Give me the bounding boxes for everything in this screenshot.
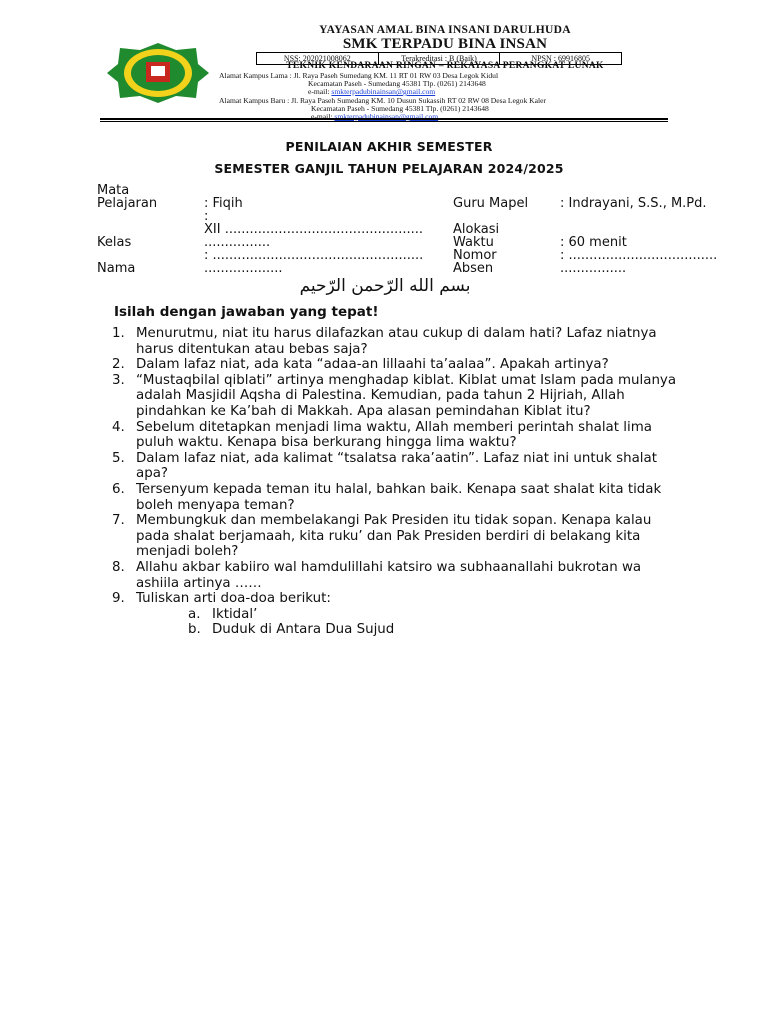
letterhead-divider: [100, 118, 668, 120]
question-text: Sebelum ditetapkan menjadi lima waktu, Allah memberi perintah shalat lima puluh waktu. Kenapa bisa berkurang hingga lima waktu?: [136, 419, 652, 451]
logo-gear: [151, 66, 165, 76]
question-text: Dalam lafaz niat, ada kata “adaa-an lillaahi ta’aalaa”. Apakah artinya?: [136, 357, 609, 373]
duration-value: : 60 menit: [560, 235, 627, 250]
sub-question-list: [136, 607, 686, 638]
npsn-number: NPSN : 69916805: [499, 53, 621, 64]
exam-subtitle: SEMESTER GANJIL TAHUN PELAJARAN 2024/2025: [214, 161, 564, 176]
question-number: 4.: [112, 419, 125, 435]
question-text: “Mustaqbilal qiblati” artinya menghadap kiblat. Kiblat umat Islam pada mulanya adalah Masjidil Aqsha di Palestina. Kemudian, pada tahun 2 Hijriah, Allah pindahkan ke Ka’bah di Makkah. Apa alasan pemindahan Kiblat itu?: [136, 372, 677, 419]
name-colon-line: : ...................................................: [204, 248, 424, 263]
class-colon: :: [204, 209, 209, 224]
school-logo-icon: [106, 42, 210, 104]
basmala: بسم الله الرّحمن الرّحيم: [299, 276, 471, 296]
question-number: 9.: [112, 591, 125, 607]
email-label: e-mail:: [308, 87, 332, 96]
class-value: XII ................................................: [204, 222, 424, 237]
absen-dots: ................: [560, 261, 627, 276]
question-text: Dalam lafaz niat, ada kalimat “tsalatsa raka’aatin”. Lafaz niat ini untuk shalat apa?: [136, 450, 657, 482]
old-campus-email-line: [308, 87, 435, 96]
question-number: 2.: [112, 357, 125, 373]
subject-label-line2: Pelajaran: [97, 196, 158, 211]
subject-value: : Fiqih: [204, 196, 243, 211]
new-campus-address: Alamat Kampus Baru : Jl. Raya Paseh Sumedang KM. 10 Dusun Sukassih RT 02 RW 08 Desa Legok Kaler: [219, 96, 547, 105]
question-item: [106, 357, 686, 373]
absen-colon-line: : ....................................: [560, 248, 718, 263]
programs: TEKNIK KENDARAAN RINGAN – REKAYASA PERANGKAT LUNAK: [286, 61, 604, 71]
letterhead-divider-thin: [100, 121, 668, 122]
duration-label-line1: Alokasi: [453, 222, 500, 237]
nss-number: NSS: 202021008062: [283, 54, 351, 63]
new-campus-city: Kecamatan Paseh - Sumedang 45381 Tlp. (0261) 2143648: [311, 104, 489, 113]
sub-question-letter: b.: [188, 622, 201, 638]
teacher-value: : Indrayani, S.S., M.Pd.: [560, 196, 707, 211]
question-number: 1.: [112, 326, 125, 341]
question-text: Menurutmu, niat itu harus dilafazkan atau cukup di dalam hati? Lafaz niatnya harus ditentukan atau bebas saja?: [136, 326, 657, 357]
name-dots: ...................: [204, 261, 283, 276]
exam-title: PENILAIAN AKHIR SEMESTER: [285, 139, 493, 154]
question-item: [106, 373, 686, 420]
duration-label-line2: Waktu: [453, 235, 494, 250]
question-item: [106, 560, 686, 591]
question-item: [106, 451, 686, 482]
old-campus-email-link[interactable]: smkterpadubinainsan@gmail.com: [331, 87, 436, 96]
question-text: Membungkuk dan membelakangi Pak Presiden itu tidak sopan. Kenapa kalau pada shalat berjamaah, kita ruku’ dan Pak Presiden berdiri di belakang kita menjadi boleh?: [136, 513, 652, 560]
teacher-label: Guru Mapel: [453, 196, 529, 211]
new-campus-email-link[interactable]: smkterpadubinainsan@gmail.com: [334, 112, 439, 121]
old-campus-city: Kecamatan Paseh - Sumedang 45381 Tlp. (0261) 2143648: [308, 79, 486, 88]
foundation-name: YAYASAN AMAL BINA INSANI DARULHUDA: [319, 24, 571, 36]
absen-label-line1: Nomor: [453, 248, 497, 263]
email-label: e-mail:: [311, 112, 335, 121]
question-list: [106, 326, 686, 638]
school-name: SMK TERPADU BINA INSAN: [342, 36, 548, 52]
question-number: 5.: [112, 450, 125, 466]
absen-label-line2: Absen: [453, 261, 494, 276]
question-item: [106, 420, 686, 451]
question-item: [106, 482, 686, 513]
old-campus-address: Alamat Kampus Lama : Jl. Raya Paseh Sumedang KM. 11 RT 01 RW 03 Desa Legok Kidul: [219, 71, 499, 80]
sub-question-text: Duduk di Antara Dua Sujud: [212, 622, 395, 638]
instruction: Isilah dengan jawaban yang tepat!: [114, 304, 379, 320]
accreditation: Terakreditasi : B (Baik): [378, 53, 500, 64]
question-number: 8.: [112, 559, 125, 575]
question-text: Tersenyum kepada teman itu halal, bahkan baik. Kenapa saat shalat kita tidak boleh menyapa teman?: [136, 481, 662, 513]
sub-question-text: Iktidal’: [212, 606, 258, 622]
question-number: 6.: [112, 481, 125, 497]
question-item: [106, 513, 686, 560]
question-item: [106, 591, 686, 638]
question-text: Tuliskan arti doa-doa berikut:: [136, 591, 331, 607]
class-label: Kelas: [97, 235, 132, 250]
question-number: 7.: [112, 513, 125, 529]
question-text: Allahu akbar kabiiro wal hamdulillahi katsiro wa subhaanallahi bukrotan wa ashiila artinya ……: [136, 559, 642, 591]
sub-question-item: [182, 607, 686, 623]
class-dots: ................: [204, 235, 271, 250]
sub-question-letter: a.: [188, 606, 201, 622]
name-label: Nama: [97, 261, 136, 276]
question-item: [106, 326, 686, 357]
question-number: 3.: [112, 372, 125, 388]
subject-label-line1: Mata: [97, 183, 130, 198]
sub-question-item: [182, 622, 686, 638]
